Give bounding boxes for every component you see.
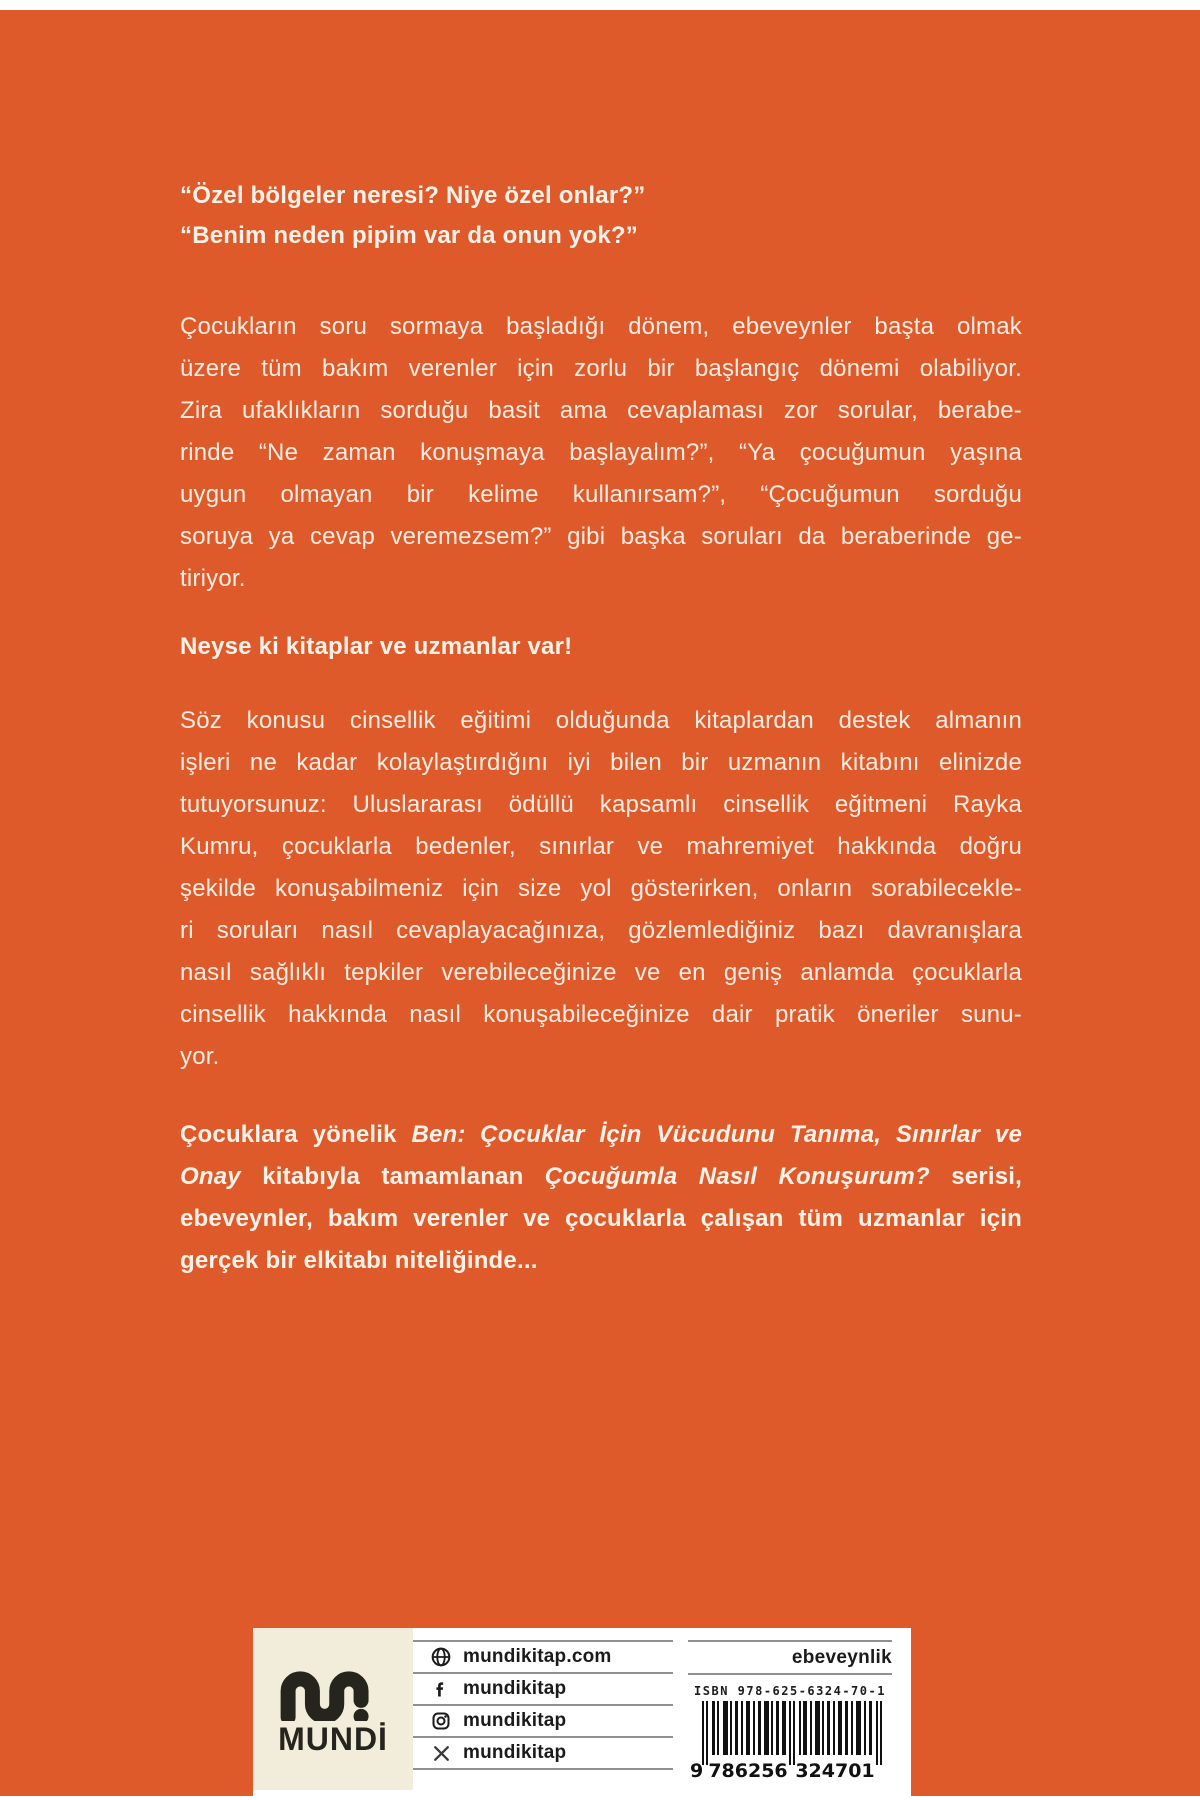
pull-quotes <box>180 176 1022 256</box>
x-text: mundikitap <box>463 1742 567 1763</box>
barcode-digit-group-3: 324701 <box>795 1760 875 1779</box>
text-line: ebeveynler, bakım verenler ve çocuklarla çalışan tüm uzmanlar için <box>180 1205 1022 1232</box>
website-row <box>413 1640 673 1672</box>
text-line: soruya ya cevap veremezsem?” gibi başka soruları da beraberinde ge- <box>180 523 1022 550</box>
publisher-label <box>253 1628 911 1800</box>
text-line: şekilde konuşabilmeniz için size yol gösterirken, onların sorabilecekle- <box>180 875 1022 902</box>
text-line: gerçek bir elkitabı niteliğinde... <box>180 1247 538 1274</box>
cover-background <box>0 10 1200 1796</box>
publisher-logo <box>253 1628 413 1790</box>
barcode-digit-group-1: 9 <box>690 1760 704 1779</box>
text-line: üzere tüm bakım verenler için zorlu bir başlangıç dönemi olabiliyor. <box>180 355 1022 382</box>
text-line: işleri ne kadar kolaylaştırdığını iyi bilen bir uzmanın kitabını elinizde <box>180 749 1022 776</box>
text-line: uygun olmayan bir kelime kullanırsam?”, “Çocuğumun sorduğu <box>180 481 1022 508</box>
paragraph-3 <box>180 1114 1022 1282</box>
globe-icon <box>430 1646 452 1668</box>
x-icon <box>430 1742 452 1764</box>
barcode-digit-group-2: 786256 <box>708 1760 788 1779</box>
isbn-block <box>688 1640 892 1779</box>
facebook-row <box>413 1672 673 1704</box>
social-links <box>413 1640 673 1770</box>
facebook-icon <box>430 1678 452 1700</box>
isbn-number: ISBN 978-625-6324-70-1 <box>694 1684 886 1698</box>
instagram-text: mundikitap <box>463 1710 567 1731</box>
text-line: ri soruları nasıl cevaplayacağınıza, gözlemlediğiniz bazı davranışlara <box>180 917 1022 944</box>
publisher-wordmark: MUNDİ <box>278 1721 388 1757</box>
text-line: Kumru, çocuklarla bedenler, sınırlar ve mahremiyet hakkında doğru <box>180 833 1022 860</box>
quote-line-2: “Benim neden pipim var da onun yok?” <box>180 222 638 249</box>
text-line: Söz konusu cinsellik eğitimi olduğunda kitaplardan destek almanın <box>180 707 1022 734</box>
category-tag: ebeveynlik <box>688 1640 892 1675</box>
website-text: mundikitap.com <box>463 1646 612 1667</box>
x-row <box>413 1736 673 1770</box>
mundi-logo-icon <box>277 1663 389 1721</box>
text-line: tutuyorsunuz: Uluslararası ödüllü kapsamlı cinsellik eğitmeni Rayka <box>180 791 1022 818</box>
logo-exclamation-dot <box>354 1709 369 1721</box>
paragraph-2 <box>180 700 1022 1078</box>
facebook-text: mundikitap <box>463 1678 567 1699</box>
paragraph-1 <box>180 306 1022 600</box>
text-line: Çocuklara yönelik Ben: Çocuklar İçin Vücudunu Tanıma, Sınırlar ve <box>180 1121 1022 1148</box>
instagram-row <box>413 1704 673 1736</box>
text-line: Zira ufaklıkların sorduğu basit ama cevaplaması zor sorular, berabe- <box>180 397 1022 424</box>
headline: Neyse ki kitaplar ve uzmanlar var! <box>180 633 573 660</box>
text-line: cinsellik hakkında nasıl konuşabileceğinize dair pratik öneriler sunu- <box>180 1001 1022 1028</box>
text-line: yor. <box>180 1043 220 1070</box>
instagram-icon <box>430 1710 452 1732</box>
text-line: tiriyor. <box>180 565 246 592</box>
text-line: rinde “Ne zaman konuşmaya başlayalım?”, “Ya çocuğumun yaşına <box>180 439 1022 466</box>
text-line: Onay kitabıyla tamamlanan Çocuğumla Nasıl Konuşurum? serisi, <box>180 1163 1022 1190</box>
quote-line-1: “Özel bölgeler neresi? Niye özel onlar?” <box>180 182 646 209</box>
text-line: Çocukların soru sormaya başladığı dönem, ebeveynler başta olmak <box>180 313 1022 340</box>
isbn-barcode <box>688 1701 892 1779</box>
text-line: nasıl sağlıklı tepkiler verebileceğinize ve en geniş anlamda çocuklarla <box>180 959 1022 986</box>
